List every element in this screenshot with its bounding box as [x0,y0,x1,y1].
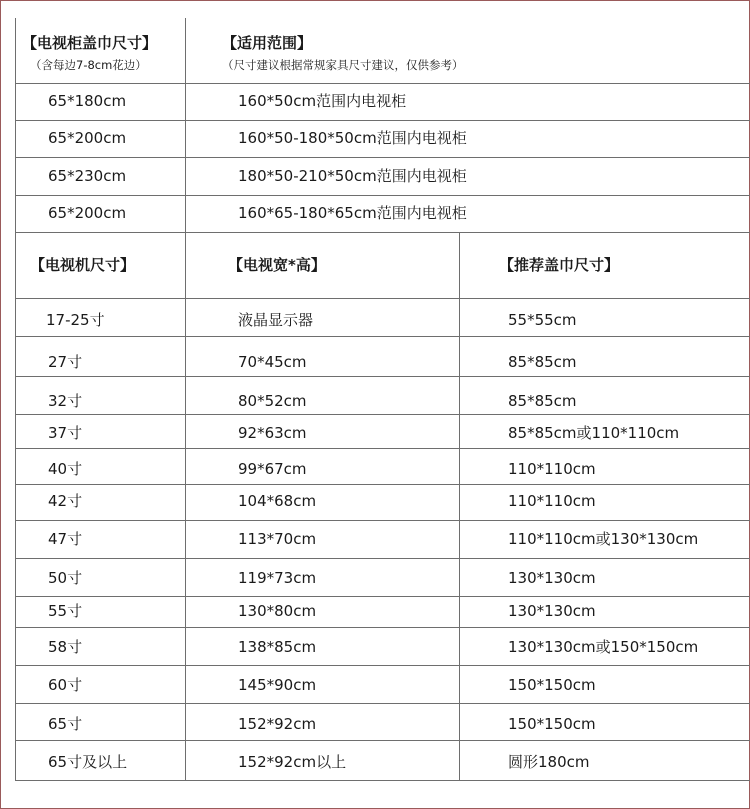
tv-size-cell: 42寸 [48,492,83,510]
cover-size-cell: 65*180cm [48,92,127,110]
range-cell: 160*65-180*65cm范围内电视柜 [238,204,467,222]
tv-size-cell: 50寸 [48,569,83,587]
cover-size-cell: 65*200cm [48,204,127,222]
row-divider [15,703,750,704]
tv-size-cell: 40寸 [48,460,83,478]
cover-cell: 110*110cm [508,492,596,510]
tv-size-cell: 17-25寸 [46,311,105,329]
tv-wh-cell: 104*68cm [238,492,317,510]
cover-cell: 圆形180cm [508,753,590,771]
cover-cell: 85*85cm [508,353,577,371]
row-divider [15,195,750,196]
cover-size-note: （含每边7-8cm花边） [30,58,147,72]
row-divider [15,83,750,84]
row-divider [15,520,750,521]
tv-wh-cell: 119*73cm [238,569,317,587]
tv-size-cell: 55寸 [48,602,83,620]
cover-cell: 130*130cm [508,569,596,587]
tv-wh-header: 【电视宽*高】 [228,256,326,274]
tv-wh-cell: 145*90cm [238,676,317,694]
tv-size-header: 【电视机尺寸】 [30,256,136,274]
row-divider [15,157,750,158]
cover-size-cell: 65*200cm [48,129,127,147]
column-divider [459,232,460,780]
row-divider [15,376,750,377]
row-divider [15,298,750,299]
tv-wh-cell: 92*63cm [238,424,307,442]
tv-size-cell: 47寸 [48,530,83,548]
cover-cell: 130*130cm [508,602,596,620]
cover-cell: 130*130cm或150*150cm [508,638,699,656]
tv-wh-cell: 138*85cm [238,638,317,656]
row-divider [15,780,750,781]
tv-size-cell: 27寸 [48,353,83,371]
tv-wh-cell: 液晶显示器 [238,311,314,329]
row-divider [15,596,750,597]
tv-size-cell: 37寸 [48,424,83,442]
row-divider [15,665,750,666]
row-divider [15,448,750,449]
cover-cell: 85*85cm或110*110cm [508,424,680,442]
cover-cell: 110*110cm [508,460,596,478]
range-note: （尺寸建议根据常规家具尺寸建议，仅供参考） [222,58,464,72]
range-cell: 160*50cm范围内电视柜 [238,92,407,110]
row-divider [15,414,750,415]
row-divider [15,120,750,121]
row-divider [15,627,750,628]
row-divider [15,232,750,233]
range-header: 【适用范围】 [222,34,313,52]
cover-cell: 110*110cm或130*130cm [508,530,699,548]
tv-wh-cell: 80*52cm [238,392,307,410]
tv-size-cell: 65寸 [48,715,83,733]
tv-size-cell: 65寸及以上 [48,753,128,771]
row-divider [15,558,750,559]
range-cell: 180*50-210*50cm范围内电视柜 [238,167,467,185]
cover-cell: 150*150cm [508,676,596,694]
tv-wh-cell: 130*80cm [238,602,317,620]
tv-wh-cell: 152*92cm以上 [238,753,347,771]
row-divider [15,484,750,485]
column-divider [185,18,186,780]
tv-size-cell: 60寸 [48,676,83,694]
cover-cell: 55*55cm [508,311,577,329]
cover-cell: 85*85cm [508,392,577,410]
tv-wh-cell: 70*45cm [238,353,307,371]
tv-size-cell: 32寸 [48,392,83,410]
cover-size-cell: 65*230cm [48,167,127,185]
cover-cell: 150*150cm [508,715,596,733]
tv-wh-cell: 152*92cm [238,715,317,733]
tv-wh-cell: 99*67cm [238,460,307,478]
row-divider [15,336,750,337]
tv-wh-cell: 113*70cm [238,530,317,548]
range-cell: 160*50-180*50cm范围内电视柜 [238,129,467,147]
cover-recommend-header: 【推荐盖巾尺寸】 [499,256,620,274]
column-divider [15,18,16,780]
cover-size-header: 【电视柜盖巾尺寸】 [22,34,158,52]
tv-size-cell: 58寸 [48,638,83,656]
row-divider [15,740,750,741]
